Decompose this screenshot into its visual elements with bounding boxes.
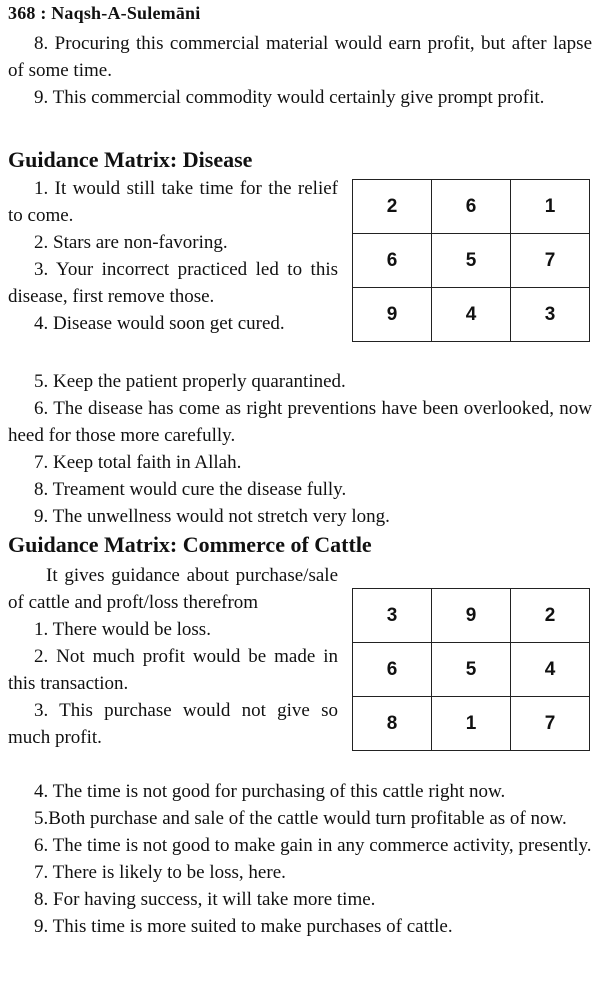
matrix-cell: 5: [432, 643, 511, 697]
matrix-cell: 6: [353, 643, 432, 697]
matrix-cell: 3: [353, 589, 432, 643]
list-item: 8. For having success, it will take more time.: [34, 889, 376, 910]
disease-items-full: [8, 368, 592, 530]
list-item: 7. There is likely to be loss, here.: [34, 862, 286, 883]
list-item: 3. This purchase would not give so much profit.: [8, 700, 338, 748]
page-number: 368: [8, 3, 36, 23]
matrix-cell: 7: [511, 697, 590, 751]
list-item: 8. Procuring this commercial material would earn profit, but after lapse of some time.: [8, 33, 592, 81]
matrix-cell: 4: [432, 288, 511, 342]
intro-items: [8, 30, 592, 111]
matrix-row: [353, 697, 590, 751]
list-item: 8. Treament would cure the disease fully.: [34, 479, 347, 500]
cattle-items-full: [8, 778, 592, 940]
list-item: 7. Keep total faith in Allah.: [34, 452, 242, 473]
matrix-cell: 9: [432, 589, 511, 643]
section-heading-cattle: Guidance Matrix: Commerce of Cattle: [8, 532, 372, 557]
matrix-cell: 2: [353, 180, 432, 234]
page-header: [8, 3, 200, 24]
matrix-cell: 1: [511, 180, 590, 234]
matrix-row: [353, 180, 590, 234]
section-heading-disease: Guidance Matrix: Disease: [8, 147, 253, 172]
matrix-row: [353, 234, 590, 288]
list-item: 9. This time is more suited to make purchases of cattle.: [34, 916, 453, 937]
list-item: 1. It would still take time for the relief to come.: [8, 178, 338, 226]
list-item: 1. There would be loss.: [34, 619, 211, 640]
list-item: 3. Your incorrect practiced led to this disease, first remove those.: [8, 259, 338, 307]
matrix-cell: 1: [432, 697, 511, 751]
disease-matrix: [352, 179, 590, 342]
list-item: 6. The disease has come as right preventions have been overlooked, now heed for those more carefully.: [8, 398, 592, 446]
list-item: 4. Disease would soon get cured.: [34, 313, 285, 334]
matrix-row: [353, 589, 590, 643]
matrix-row: [353, 288, 590, 342]
matrix-cell: 6: [353, 234, 432, 288]
list-item: 6. The time is not good to make gain in any commerce activity, presently.: [34, 835, 592, 856]
matrix-cell: 4: [511, 643, 590, 697]
list-item: 5.Both purchase and sale of the cattle would turn profitable as of now.: [34, 808, 567, 829]
header-separator: :: [40, 3, 52, 23]
list-item: 5. Keep the patient properly quarantined.: [34, 371, 346, 392]
matrix-cell: 5: [432, 234, 511, 288]
matrix-cell: 2: [511, 589, 590, 643]
list-item: 4. The time is not good for purchasing of this cattle right now.: [34, 781, 506, 802]
matrix-cell: 6: [432, 180, 511, 234]
cattle-items-narrow: [8, 562, 338, 751]
matrix-row: [353, 643, 590, 697]
matrix-cell: 8: [353, 697, 432, 751]
list-item: 9. The unwellness would not stretch very long.: [34, 506, 390, 527]
matrix-cell: 7: [511, 234, 590, 288]
book-title: Naqsh-A-Sulemāni: [51, 3, 201, 23]
list-item: 2. Stars are non-favoring.: [34, 232, 228, 253]
matrix-cell: 9: [353, 288, 432, 342]
list-item: 2. Not much profit would be made in this transaction.: [8, 646, 338, 694]
disease-items-narrow: [8, 175, 338, 337]
cattle-matrix: [352, 588, 590, 751]
matrix-cell: 3: [511, 288, 590, 342]
section-intro: It gives guidance about purchase/sale of cattle and proft/loss therefrom: [8, 565, 338, 613]
list-item: 9. This commercial commodity would certainly give prompt profit.: [34, 87, 545, 108]
